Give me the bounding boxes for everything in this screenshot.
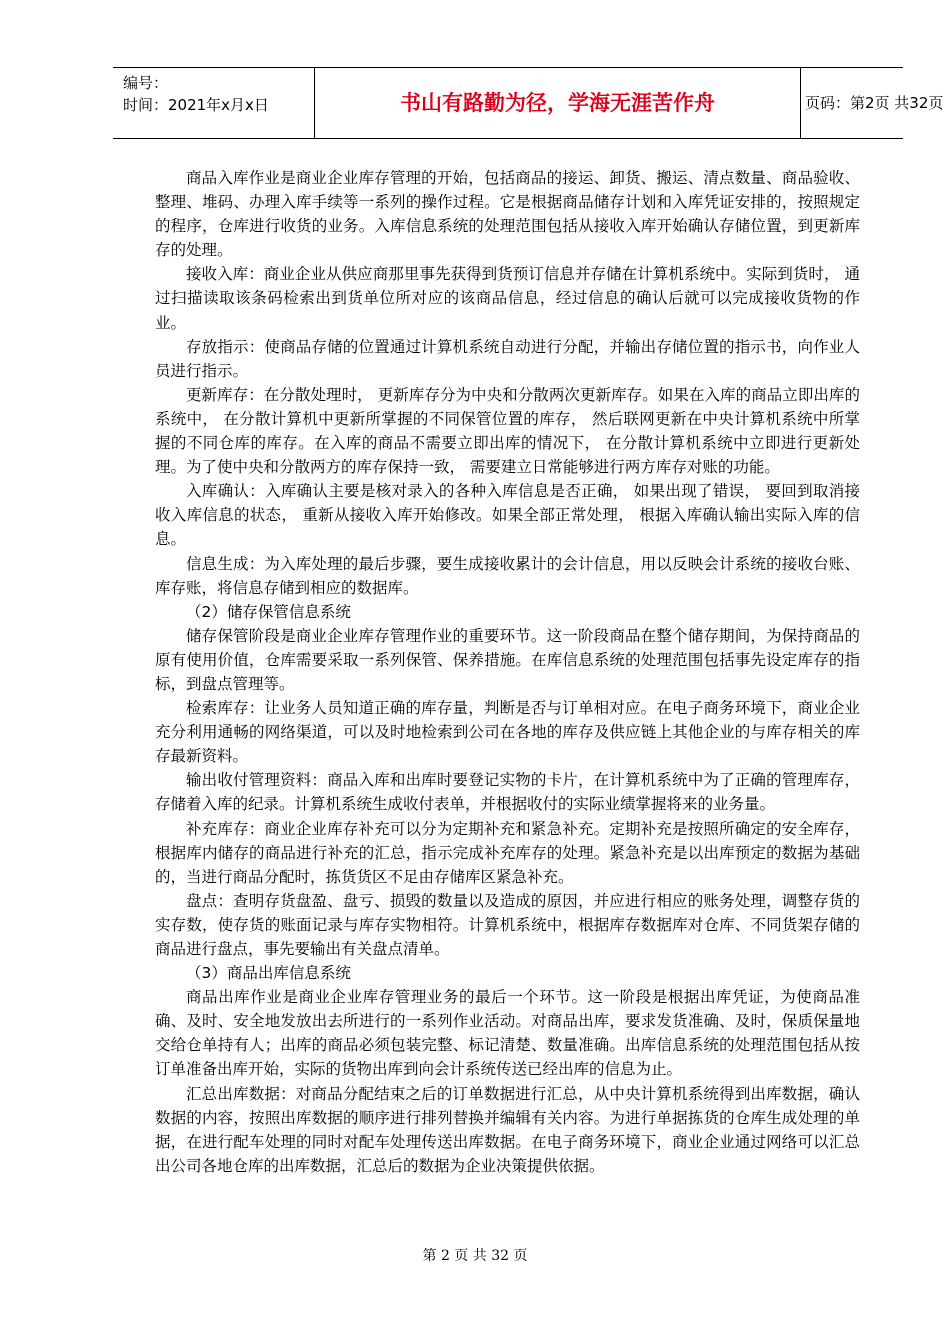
paragraph: 汇总出库数据：对商品分配结束之后的订单数据进行汇总，从中央计算机系统得到出库数据，确认数据的内容，按照出库数据的顺序进行排列替换并编辑有关内容。为进行单据拣货的仓库生成处理的单据，在进行配车处理的同时对配车处理传送出库数据。在电子商务环境下，商业企业通过网络可以汇总出公司各地仓库的出库数据，汇总后的数据为企业决策提供依据。 [155, 1084, 860, 1175]
paragraph: 补充库存：商业企业库存补充可以分为定期补充和紧急补充。定期补充是按照所确定的安全库存，根据库内储存的商品进行补充的汇总，指示完成补充库存的处理。紧急补充是以出库预定的数据为基础的，当进行商品分配时，拣货货区不足由存储库区紧急补充。 [155, 819, 860, 886]
section-heading: （2）储存保管信息系统 [186, 602, 351, 621]
header-page-label: 页码：第2页 共32页 [805, 94, 944, 112]
paragraph: 更新库存：在分散处理时， 更新库存分为中央和分散两次更新库存。如果在入库的商品立即出库的系统中， 在分散计算机中更新所掌握的不同保管位置的库存， 然后联网更新在中央计算机系统中所掌握的不同仓库的库存。在入库的商品不需要立即出库的情况下， 在分散计算机系统中立即进行更新处理。为了使中央和分散两方的库存保持一致， 需要建立日常能够进行两方库存对账的功能。 [155, 385, 860, 477]
section-heading: （3）商品出库信息系统 [186, 964, 351, 983]
paragraph: 信息生成：为入库处理的最后步骤，要生成接收累计的会计信息，用以反映会计系统的接收台账、库存账，将信息存储到相应的数据库。 [155, 554, 860, 597]
header-motto: 书山有路勤为径，学海无涯苦作舟 [314, 68, 801, 138]
paragraph: 输出收付管理资料：商品入库和出库时要登记实物的卡片，在计算机系统中为了正确的管理库存，存储着入库的纪录。计算机系统生成收付表单，并根据收付的实际业绩掌握将来的业务量。 [155, 771, 860, 814]
paragraph: 储存保管阶段是商业企业库存管理作业的重要环节。这一阶段商品在整个储存期间，为保持商品的原有使用价值，仓库需要采取一系列保管、保养措施。在库信息系统的处理范围包括事先设定库存的指标，到盘点管理等。 [155, 626, 860, 693]
document-time-label: 时间：2021年x月x日 [123, 96, 269, 114]
paragraph: 商品出库作业是商业企业库存管理业务的最后一个环节。这一阶段是根据出库凭证，为使商品准确、及时、安全地发放出去所进行的一系列作业活动。对商品出库，要求发货准确、及时，保质保量地交给仓单持有人；出库的商品必须包装完整、标记清楚、数量准确。出库信息系统的处理范围包括从按订单准备出库开始，实际的货物出库到向会计系统传送已经出库的信息为止。 [155, 988, 860, 1079]
page-footer: 第 2 页 共 32 页 [422, 1248, 528, 1264]
paragraph: 入库确认：入库确认主要是核对录入的各种入库信息是否正确， 如果出现了错误， 要回到取消接收入库信息的状态， 重新从接收入库开始修改。如果全部正常处理， 根据入库确认输出实际入库的信息。 [155, 482, 860, 549]
paragraph: 商品入库作业是商业企业库存管理的开始，包括商品的接运、卸货、搬运、清点数量、商品验收、整理、堆码、办理入库手续等一系列的操作过程。它是根据商品储存计划和入库凭证安排的，按照规定的程序，仓库进行收货的业务。入库信息系统的处理范围包括从接收入库开始确认存储位置，到更新库存的处理。 [155, 169, 860, 260]
paragraph: 检索库存：让业务人员知道正确的库存量，判断是否与订单相对应。在电子商务环境下，商业企业充分利用通畅的网络渠道，可以及时地检索到公司在各地的库存及供应链上其他企业的与库存相关的库存最新资料。 [155, 699, 860, 766]
header-meta [113, 68, 314, 138]
page-header [113, 67, 944, 139]
paragraph: 接收入库：商业企业从供应商那里事先获得到货预订信息并存储在计算机系统中。实际到货时， 通过扫描读取该条码检索出到货单位所对应的该商品信息，经过信息的确认后就可以完成接收货物的作业。 [155, 265, 860, 332]
document-body [155, 166, 860, 1178]
paragraph: 盘点：查明存货盘盈、盘亏、损毁的数量以及造成的原因，并应进行相应的账务处理，调整存货的实存数，使存货的账面记录与库存实物相符。计算机系统中，根据库存数据库对仓库、不同货架存储的商品进行盘点，事先要输出有关盘点清单。 [155, 891, 860, 958]
document-number-label: 编号： [123, 74, 169, 92]
paragraph: 存放指示：使商品存储的位置通过计算机系统自动进行分配，并输出存储位置的指示书，向作业人员进行指示。 [155, 337, 860, 380]
